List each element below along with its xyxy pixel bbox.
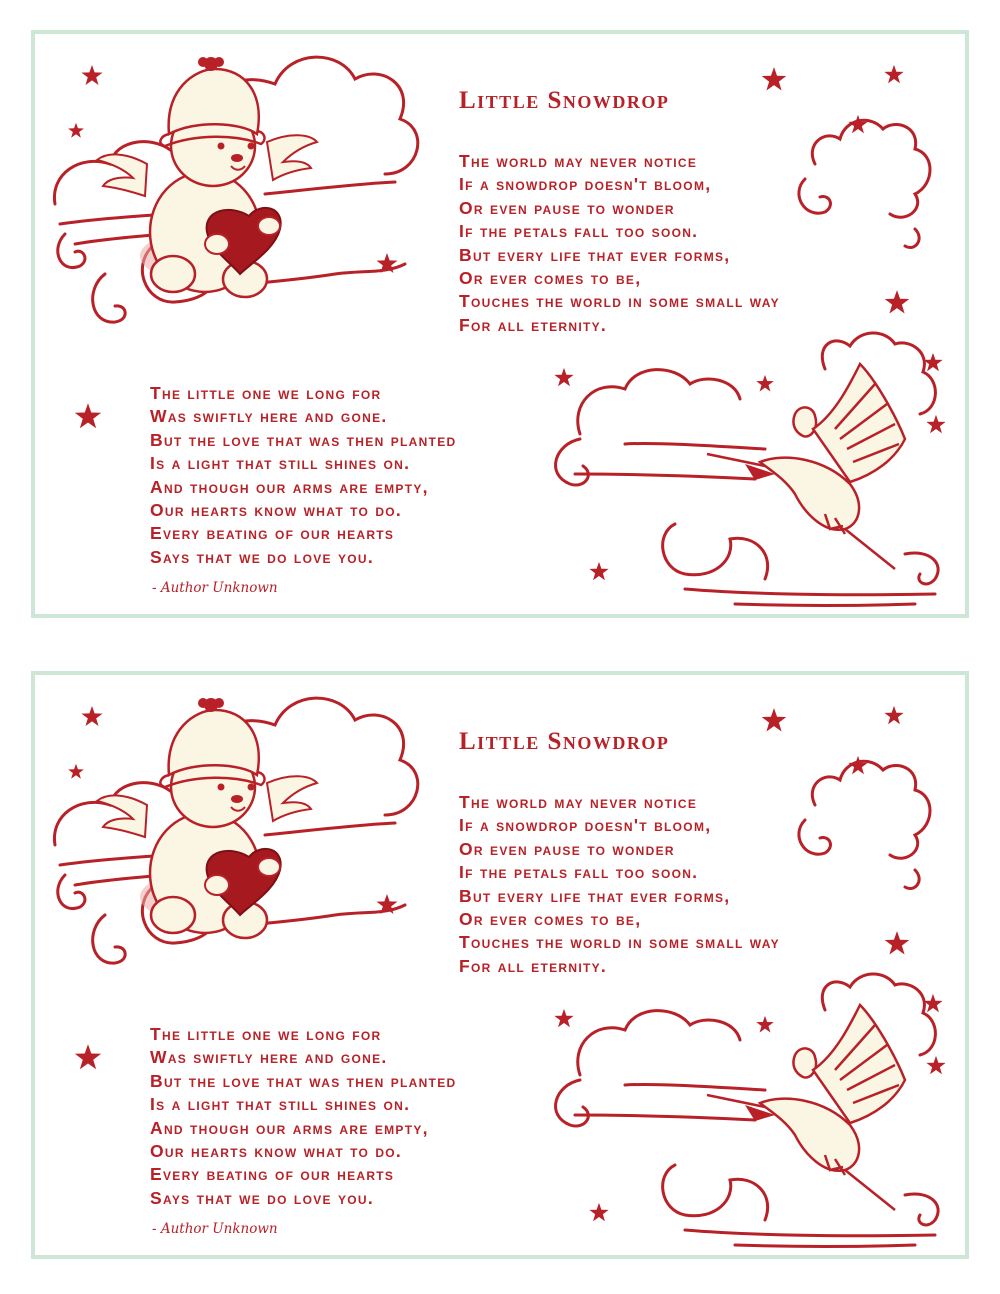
poem-line: If the petals fall too soon. xyxy=(459,862,699,883)
poem-line: For all eternity. xyxy=(459,314,608,335)
poem-line: Was swiftly here and gone. xyxy=(150,406,388,427)
first-stanza xyxy=(459,791,780,978)
poem-line: Was swiftly here and gone. xyxy=(150,1047,388,1068)
star-icon xyxy=(82,65,103,85)
poem-title: Little Snowdrop xyxy=(459,87,670,114)
star-icon xyxy=(848,115,867,133)
poem-line: Our hearts know what to do. xyxy=(150,1141,403,1162)
poem-line: But the love that was then planted xyxy=(150,1070,457,1091)
star-icon xyxy=(885,290,910,313)
poem-line: For all eternity. xyxy=(459,955,608,976)
poem-line: Our hearts know what to do. xyxy=(150,500,403,521)
poem-line: Or ever comes to be, xyxy=(459,909,642,930)
poem-line: But every life that ever forms, xyxy=(459,885,731,906)
second-stanza xyxy=(150,1023,456,1210)
poem-line: Is a light that still shines on. xyxy=(150,1094,411,1115)
star-icon xyxy=(885,931,910,954)
poem-line: But every life that ever forms, xyxy=(459,244,731,265)
poem-line: If a snowdrop doesn't bloom, xyxy=(459,815,712,836)
poem-line: Touches the world in some small way xyxy=(459,291,780,312)
poem-card xyxy=(31,30,969,618)
angel-bear-illustration xyxy=(97,57,317,297)
poem-line: The little one we long for xyxy=(150,1024,382,1044)
poem-line: The little one we long for xyxy=(150,383,382,403)
poem-line: But the love that was then planted xyxy=(150,429,457,450)
poem-line: If the petals fall too soon. xyxy=(459,221,699,242)
poem-card xyxy=(31,671,969,1259)
star-icon xyxy=(756,375,774,392)
poem-line: Or even pause to wonder xyxy=(459,197,675,218)
poem-author: - Author Unknown xyxy=(152,580,278,596)
star-icon xyxy=(68,123,84,138)
second-stanza xyxy=(150,382,456,569)
star-icon xyxy=(589,1203,608,1221)
cloud-illustration xyxy=(556,333,939,606)
angel-bear-illustration xyxy=(97,698,317,938)
star-icon xyxy=(68,764,84,779)
first-stanza xyxy=(459,150,780,337)
poem-line: And though our arms are empty, xyxy=(150,476,429,497)
poem-line: Every beating of our hearts xyxy=(150,1164,395,1185)
poem-line: The world may never notice xyxy=(459,792,698,812)
poem-line: Or even pause to wonder xyxy=(459,838,675,859)
cloud-illustration xyxy=(556,974,939,1247)
poem-line: The world may never notice xyxy=(459,151,698,171)
star-icon xyxy=(75,1044,101,1069)
star-icon xyxy=(554,1009,573,1027)
cloud-illustration xyxy=(799,761,930,888)
poem-line: Or ever comes to be, xyxy=(459,268,642,289)
star-icon xyxy=(554,368,573,386)
star-icon xyxy=(884,65,903,83)
poem-title: Little Snowdrop xyxy=(459,728,670,755)
star-icon xyxy=(923,994,942,1012)
star-icon xyxy=(926,1056,945,1074)
cloud-illustration xyxy=(799,120,930,247)
star-icon xyxy=(756,1016,774,1033)
star-icon xyxy=(884,706,903,724)
star-icon xyxy=(82,706,103,726)
poem-line: Says that we do love you. xyxy=(150,1187,375,1208)
star-icon xyxy=(926,415,945,433)
poem-line: And though our arms are empty, xyxy=(150,1117,429,1138)
poem-line: Touches the world in some small way xyxy=(459,932,780,953)
poem-author: - Author Unknown xyxy=(152,1221,278,1237)
poem-line: Is a light that still shines on. xyxy=(150,453,411,474)
star-icon xyxy=(762,67,787,90)
poem-line: Every beating of our hearts xyxy=(150,523,395,544)
star-icon xyxy=(923,353,942,371)
poem-line: If a snowdrop doesn't bloom, xyxy=(459,174,712,195)
star-icon xyxy=(75,403,101,428)
star-icon xyxy=(762,708,787,731)
poem-line: Says that we do love you. xyxy=(150,546,375,567)
star-icon xyxy=(589,562,608,580)
